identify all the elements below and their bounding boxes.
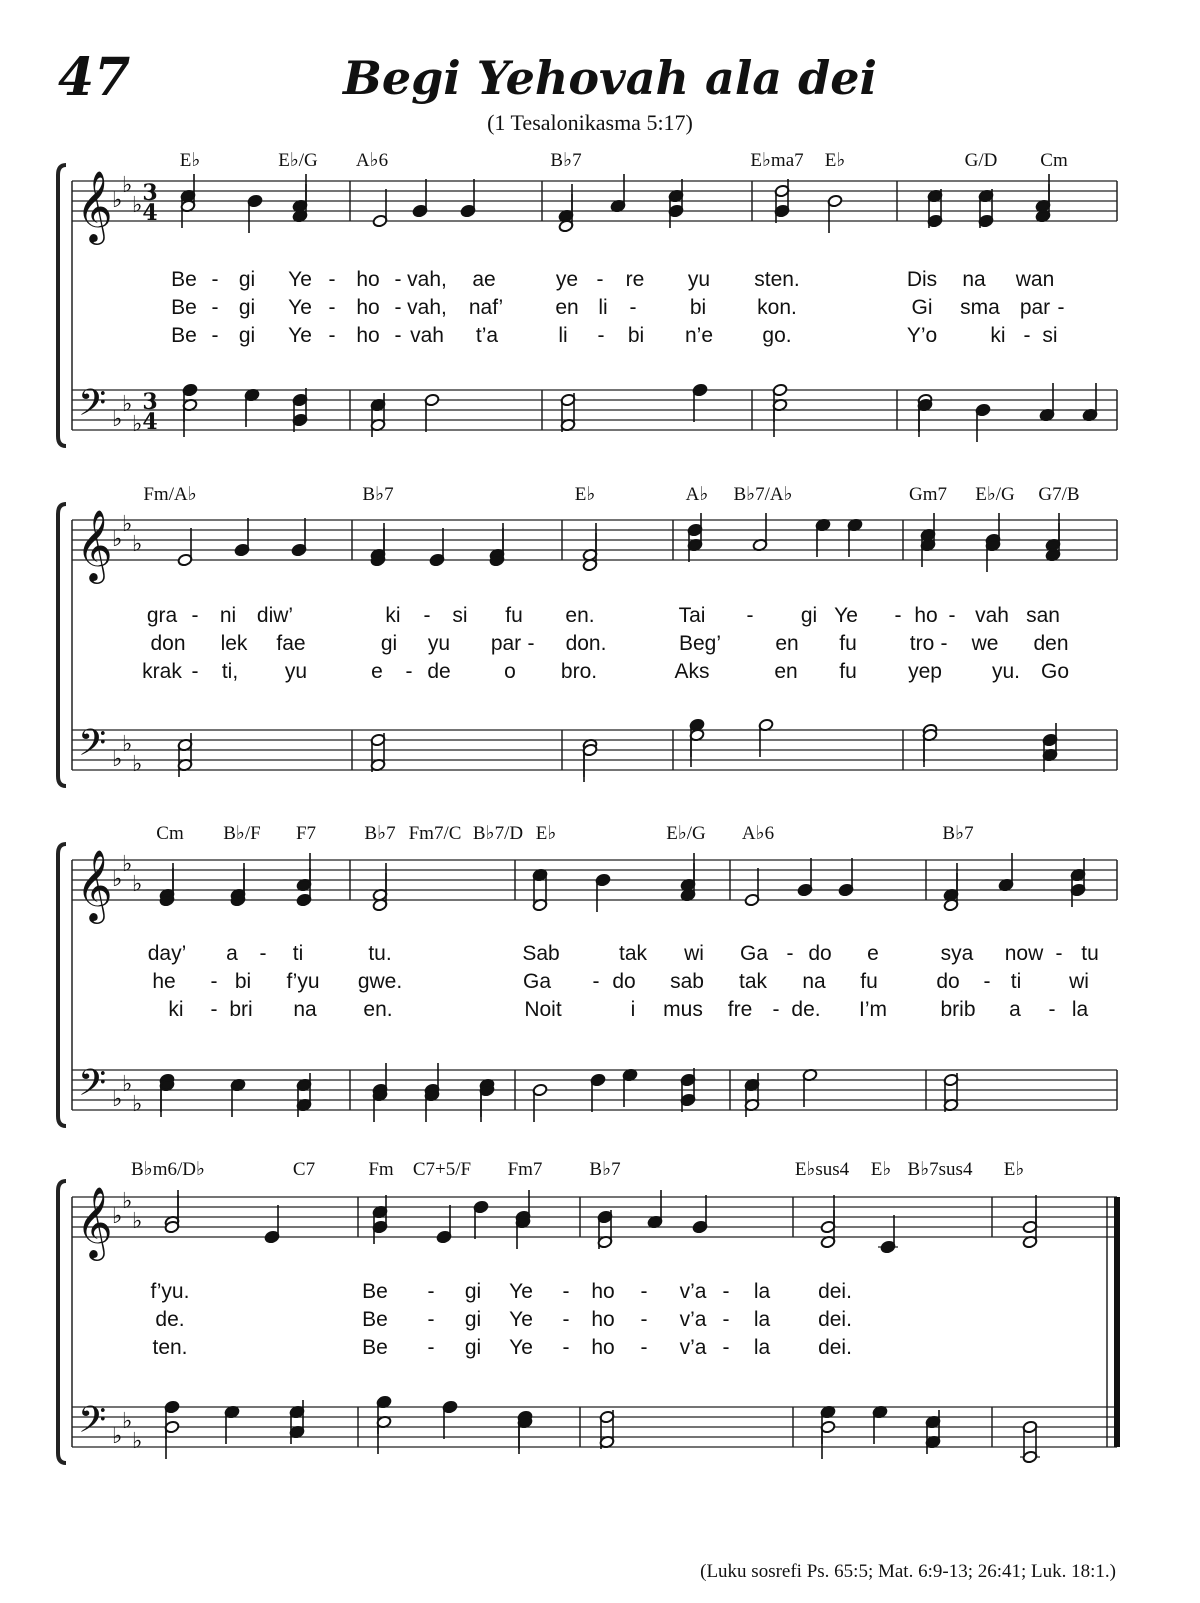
lyric-syllable: Be <box>171 268 197 291</box>
lyric-syllable: - <box>722 1336 730 1359</box>
lyric-syllable: de <box>427 660 451 683</box>
lyric-syllable: na <box>802 970 826 993</box>
lyric-syllable: - <box>328 268 336 291</box>
lyric-syllable: - <box>423 604 431 627</box>
staff-system-4 <box>58 1181 1120 1464</box>
system-bracket <box>58 504 66 786</box>
lyric-syllable: do <box>612 970 636 993</box>
lyric-syllable: krak <box>142 660 182 683</box>
lyric-syllable: - <box>640 1308 648 1331</box>
lyric-syllable: Ye <box>288 268 312 291</box>
lyric-syllable: vah <box>975 604 1009 627</box>
chord-symbol: E♭ <box>179 150 201 171</box>
song-number: 47 <box>58 47 131 108</box>
lyric-syllable: - <box>328 296 336 319</box>
lyric-syllable: wan <box>1015 268 1055 291</box>
lyric-syllable: Aks <box>674 660 710 683</box>
lyric-syllable: yep <box>908 660 942 683</box>
lyric-syllable: naf’ <box>468 296 504 319</box>
lyric-syllable: ho <box>591 1280 615 1303</box>
chord-symbol: Fm <box>368 1159 394 1180</box>
lyric-syllable: par <box>1019 296 1051 319</box>
lyric-syllable: - <box>640 1280 648 1303</box>
treble-clef: 𝄞 <box>76 508 113 581</box>
lyric-syllable: f’yu. <box>150 1280 190 1303</box>
lyric-syllable: bi <box>689 296 707 319</box>
flat-sign: ♭ <box>112 747 123 772</box>
lyric-syllable: - <box>894 604 902 627</box>
lyric-syllable: na <box>962 268 986 291</box>
chord-symbol: C7+5/F <box>412 1159 472 1180</box>
lyric-syllable: tak <box>618 942 648 965</box>
lyric-syllable: don. <box>565 632 607 655</box>
chord-symbol: Cm <box>156 823 184 844</box>
lyric-syllable: ni <box>219 604 237 627</box>
lyric-syllable: fu <box>505 604 523 627</box>
lyric-syllable: - <box>191 660 199 683</box>
lyric-syllable: ye <box>555 268 579 291</box>
chord-symbol: B♭7sus4 <box>907 1159 973 1180</box>
chord-symbol: G/D <box>964 150 998 171</box>
lyric-syllable: ho <box>591 1308 615 1331</box>
lyric-syllable: a <box>226 942 238 965</box>
lyric-syllable: fre <box>727 998 753 1021</box>
chord-symbol: B♭7 <box>942 823 974 844</box>
lyric-syllable: en <box>775 632 799 655</box>
lyric-syllable: brib <box>940 998 976 1021</box>
lyric-syllable: go. <box>762 324 792 347</box>
treble-clef: 𝄞 <box>76 848 113 921</box>
lyric-syllable: - <box>1057 296 1065 319</box>
lyric-syllable: - <box>211 324 219 347</box>
lyric-syllable: e <box>867 942 879 965</box>
flat-sign: ♭ <box>132 1429 143 1454</box>
lyric-syllable: - <box>597 324 605 347</box>
lyric-syllable: - <box>427 1280 435 1303</box>
lyric-syllable: Sab <box>522 942 560 965</box>
lyric-syllable: yu <box>284 660 308 683</box>
lyric-syllable: - <box>592 970 600 993</box>
cross-references: (Luku sosrefi Ps. 65:5; Mat. 6:9-13; 26:41; Luk. 18:1.) <box>700 1561 1116 1582</box>
bass-clef: 𝄢 <box>78 1062 107 1113</box>
chord-symbol: B♭m6/D♭ <box>131 1159 205 1180</box>
chord-symbol: Fm7/C <box>408 823 462 844</box>
lyric-syllable: ho <box>914 604 938 627</box>
flat-sign: ♭ <box>112 1424 123 1449</box>
lyric-syllable: - <box>562 1280 570 1303</box>
chord-symbol: E♭ <box>870 1159 892 1180</box>
bass-clef: 𝄢 <box>78 382 107 433</box>
lyric-syllable: vah <box>410 324 444 347</box>
treble-clef: 𝄞 <box>76 1185 113 1258</box>
lyric-syllable: tak <box>738 970 768 993</box>
flat-sign: ♭ <box>132 412 143 437</box>
lyric-syllable: en. <box>363 998 393 1021</box>
lyric-syllable: Be <box>362 1280 388 1303</box>
lyric-syllable: Ye <box>509 1308 533 1331</box>
lyric-syllable: ho <box>356 324 380 347</box>
chord-symbol: E♭ma7 <box>750 150 804 171</box>
lyric-syllable: Ga <box>739 942 769 965</box>
lyric-syllable: ho <box>356 268 380 291</box>
lyric-syllable: gi <box>464 1308 482 1331</box>
lyric-syllable: gi <box>238 324 256 347</box>
lyric-syllable: si <box>452 604 468 627</box>
lyric-syllable: tu. <box>368 942 392 965</box>
lyric-syllable: den <box>1033 632 1069 655</box>
lyric-syllable: la <box>753 1308 771 1331</box>
lyric-syllable: f’yu <box>286 970 320 993</box>
lyric-syllable: la <box>753 1336 771 1359</box>
lyric-syllable: - <box>394 296 402 319</box>
chord-symbol: E♭ <box>1003 1159 1025 1180</box>
lyric-syllable: ki <box>990 324 1006 347</box>
lyric-syllable: wi <box>1069 970 1089 993</box>
lyric-syllable: gi <box>464 1336 482 1359</box>
lyric-syllable: - <box>948 604 956 627</box>
lyric-syllable: - <box>772 998 780 1021</box>
lyric-syllable: ti <box>292 942 304 965</box>
lyric-syllable: gi <box>380 632 398 655</box>
lyric-syllable: do <box>808 942 832 965</box>
bass-clef: 𝄢 <box>78 722 107 773</box>
flat-sign: ♭ <box>122 1072 133 1097</box>
lyric-syllable: a <box>1009 998 1021 1021</box>
lyric-syllable: bro. <box>560 660 598 683</box>
lyric-syllable: par <box>490 632 522 655</box>
lyric-syllable: de. <box>791 998 821 1021</box>
lyric-syllable: we <box>971 632 999 655</box>
flat-sign: ♭ <box>122 1189 133 1214</box>
lyric-syllable: - <box>191 604 199 627</box>
flat-sign: ♭ <box>132 532 143 557</box>
lyric-syllable: fu <box>860 970 878 993</box>
lyric-syllable: - <box>722 1280 730 1303</box>
chord-symbol: Gm7 <box>909 484 947 505</box>
lyric-syllable: - <box>640 1336 648 1359</box>
lyric-syllable: fu <box>839 660 857 683</box>
flat-sign: ♭ <box>122 173 133 198</box>
chord-symbol: G7/B <box>1038 484 1080 505</box>
lyric-syllable: ho <box>356 296 380 319</box>
flat-sign: ♭ <box>112 867 123 892</box>
lyric-syllable: - <box>562 1308 570 1331</box>
lyric-syllable: o <box>504 660 516 683</box>
lyric-syllable: - <box>983 970 991 993</box>
lyric-syllable: Be <box>171 324 197 347</box>
lyric-syllable: kon. <box>757 296 797 319</box>
lyric-syllable: lek <box>220 632 248 655</box>
chord-symbol: B♭7 <box>364 823 396 844</box>
lyric-syllable: - <box>211 268 219 291</box>
lyric-syllable: ti <box>1010 970 1022 993</box>
lyric-syllable: yu. <box>991 660 1021 683</box>
lyric-syllable: ti, <box>221 660 239 683</box>
lyric-syllable: he <box>152 970 176 993</box>
lyric-syllable: - <box>527 632 535 655</box>
lyric-syllable: - <box>211 296 219 319</box>
lyric-syllable: bi <box>234 970 252 993</box>
chord-symbol: B♭7 <box>550 150 582 171</box>
lyric-syllable: Go <box>1040 660 1070 683</box>
lyric-syllable: vah, <box>407 268 447 291</box>
lyric-syllable: sya <box>940 942 974 965</box>
lyric-syllable: dei. <box>818 1336 852 1359</box>
lyric-syllable: - <box>562 1336 570 1359</box>
chord-symbol: F7 <box>295 823 317 844</box>
chord-symbol: B♭7 <box>362 484 394 505</box>
chord-symbol: A♭6 <box>355 150 389 171</box>
flat-sign: ♭ <box>132 1092 143 1117</box>
lyric-syllable: - <box>722 1308 730 1331</box>
lyric-syllable: - <box>427 1308 435 1331</box>
lyric-syllable: sten. <box>754 268 800 291</box>
lyric-syllable: Tai <box>678 604 706 627</box>
lyric-syllable: - <box>1023 324 1031 347</box>
chord-symbol: E♭/G <box>975 484 1015 505</box>
lyric-syllable: ho <box>591 1336 615 1359</box>
lyric-syllable: - <box>328 324 336 347</box>
lyric-syllable: gi <box>238 268 256 291</box>
lyric-syllable: si <box>1042 324 1058 347</box>
scripture-reference: (1 Tesalonikasma 5:17) <box>487 110 693 135</box>
flat-sign: ♭ <box>122 852 133 877</box>
chord-symbol: A♭ <box>685 484 709 505</box>
lyric-syllable: yu <box>687 268 711 291</box>
lyric-syllable: li <box>598 296 608 319</box>
lyric-syllable: Gi <box>911 296 933 319</box>
lyric-syllable: - <box>629 296 637 319</box>
lyric-syllable: Beg’ <box>678 632 722 655</box>
chord-symbol: B♭7/A♭ <box>733 484 793 505</box>
lyric-syllable: Ye <box>834 604 858 627</box>
chord-symbol: E♭sus4 <box>794 1159 850 1180</box>
lyric-syllable: Ye <box>509 1336 533 1359</box>
lyric-syllable: v’a <box>679 1280 707 1303</box>
lyric-syllable: - <box>940 632 948 655</box>
chord-symbol: B♭7 <box>589 1159 621 1180</box>
lyric-syllable: v’a <box>679 1336 707 1359</box>
lyric-syllable: - <box>210 970 218 993</box>
lyric-syllable: - <box>405 660 413 683</box>
lyric-syllable: ae <box>472 268 496 291</box>
lyric-syllable: gi <box>464 1280 482 1303</box>
time-signature-top: 3 <box>142 389 158 415</box>
chord-symbol: Fm7 <box>507 1159 543 1180</box>
lyric-syllable: n’e <box>684 324 714 347</box>
lyric-syllable: mus <box>663 998 703 1021</box>
lyric-syllable: Ga <box>522 970 552 993</box>
chord-symbol: E♭/G <box>666 823 706 844</box>
chord-symbol: A♭6 <box>741 823 775 844</box>
lyric-syllable: li <box>558 324 568 347</box>
treble-clef: 𝄞 <box>76 169 113 242</box>
lyric-syllable: ten. <box>152 1336 188 1359</box>
chord-symbol: C7 <box>292 1159 316 1180</box>
lyric-syllable: Be <box>362 1308 388 1331</box>
time-signature-bottom: 4 <box>142 409 158 435</box>
lyric-syllable: - <box>746 604 754 627</box>
lyric-syllable: na <box>293 998 317 1021</box>
lyric-syllable: sma <box>960 296 1000 319</box>
chord-symbol: B♭/F <box>223 823 261 844</box>
flat-sign: ♭ <box>122 512 133 537</box>
time-signature-top: 3 <box>142 180 158 206</box>
lyric-syllable: de. <box>155 1308 185 1331</box>
system-bracket <box>58 165 66 446</box>
lyric-syllable: - <box>394 268 402 291</box>
final-barline <box>1114 1197 1120 1447</box>
lyric-syllable: yu <box>427 632 451 655</box>
chord-symbol: E♭ <box>535 823 557 844</box>
flat-sign: ♭ <box>122 392 133 417</box>
lyric-syllable: gwe. <box>357 970 403 993</box>
lyric-syllable: re <box>625 268 645 291</box>
lyric-syllable: la <box>753 1280 771 1303</box>
lyric-syllable: Ye <box>288 296 312 319</box>
lyric-syllable: Ye <box>288 324 312 347</box>
lyric-syllable: - <box>210 998 218 1021</box>
time-signature-bottom: 4 <box>142 200 158 226</box>
lyric-syllable: diw’ <box>256 604 294 627</box>
lyric-syllable: tro <box>909 632 935 655</box>
lyric-syllable: gi <box>238 296 256 319</box>
flat-sign: ♭ <box>132 872 143 897</box>
system-bracket <box>58 1181 66 1463</box>
lyric-syllable: en <box>555 296 579 319</box>
flat-sign: ♭ <box>122 732 133 757</box>
flat-sign: ♭ <box>112 527 123 552</box>
flat-sign: ♭ <box>112 1087 123 1112</box>
lyric-syllable: gra <box>146 604 178 627</box>
lyric-syllable: Y’o <box>906 324 938 347</box>
lyric-syllable: - <box>259 942 267 965</box>
lyric-syllable: bi <box>627 324 645 347</box>
flat-sign: ♭ <box>132 752 143 777</box>
lyric-syllable: fae <box>276 632 306 655</box>
lyric-syllable: i <box>630 998 636 1021</box>
lyric-syllable: Ye <box>509 1280 533 1303</box>
lyric-syllable: tu <box>1081 942 1099 965</box>
lyric-syllable: Noit <box>524 998 562 1021</box>
lyric-syllable: ki <box>385 604 401 627</box>
lyric-syllable: - <box>394 324 402 347</box>
lyric-syllable: la <box>1071 998 1089 1021</box>
lyric-syllable: Dis <box>906 268 938 291</box>
chord-symbol: E♭/G <box>278 150 318 171</box>
lyric-syllable: fu <box>839 632 857 655</box>
lyric-syllable: do <box>936 970 960 993</box>
flat-sign: ♭ <box>112 1204 123 1229</box>
lyric-syllable: vah, <box>407 296 447 319</box>
chord-symbol: E♭ <box>824 150 846 171</box>
lyric-syllable: Be <box>362 1336 388 1359</box>
chord-symbol: E♭ <box>574 484 596 505</box>
lyric-syllable: Be <box>171 296 197 319</box>
lyric-syllable: now <box>1004 942 1044 965</box>
lyric-syllable: I’m <box>859 998 887 1021</box>
chord-symbol: Cm <box>1040 150 1068 171</box>
flat-sign: ♭ <box>112 407 123 432</box>
lyric-syllable: day’ <box>147 942 187 965</box>
lyric-syllable: v’a <box>679 1308 707 1331</box>
lyric-syllable: dei. <box>818 1280 852 1303</box>
lyric-syllable: - <box>1055 942 1063 965</box>
lyric-syllable: don <box>150 632 186 655</box>
lyric-syllable: san <box>1026 604 1060 627</box>
bass-clef: 𝄢 <box>78 1399 107 1450</box>
flat-sign: ♭ <box>122 1409 133 1434</box>
lyric-syllable: en. <box>565 604 595 627</box>
lyric-syllable: gi <box>800 604 818 627</box>
lyric-syllable: t’a <box>475 324 499 347</box>
flat-sign: ♭ <box>112 188 123 213</box>
lyric-syllable: dei. <box>818 1308 852 1331</box>
lyric-syllable: ki <box>168 998 184 1021</box>
lyric-syllable: bri <box>229 998 253 1021</box>
system-bracket <box>58 844 66 1126</box>
flat-sign: ♭ <box>132 1209 143 1234</box>
chord-symbol: Fm/A♭ <box>143 484 197 505</box>
lyric-syllable: sab <box>670 970 704 993</box>
song-title: Begi Yehovah ala dei <box>342 51 878 105</box>
lyric-syllable: - <box>596 268 604 291</box>
lyric-syllable: e <box>371 660 383 683</box>
lyric-syllable: - <box>1048 998 1056 1021</box>
lyric-syllable: en <box>774 660 798 683</box>
lyric-syllable: - <box>786 942 794 965</box>
flat-sign: ♭ <box>132 193 143 218</box>
lyric-syllable: wi <box>684 942 704 965</box>
lyric-syllable: - <box>427 1336 435 1359</box>
chord-symbol: B♭7/D <box>472 823 524 844</box>
